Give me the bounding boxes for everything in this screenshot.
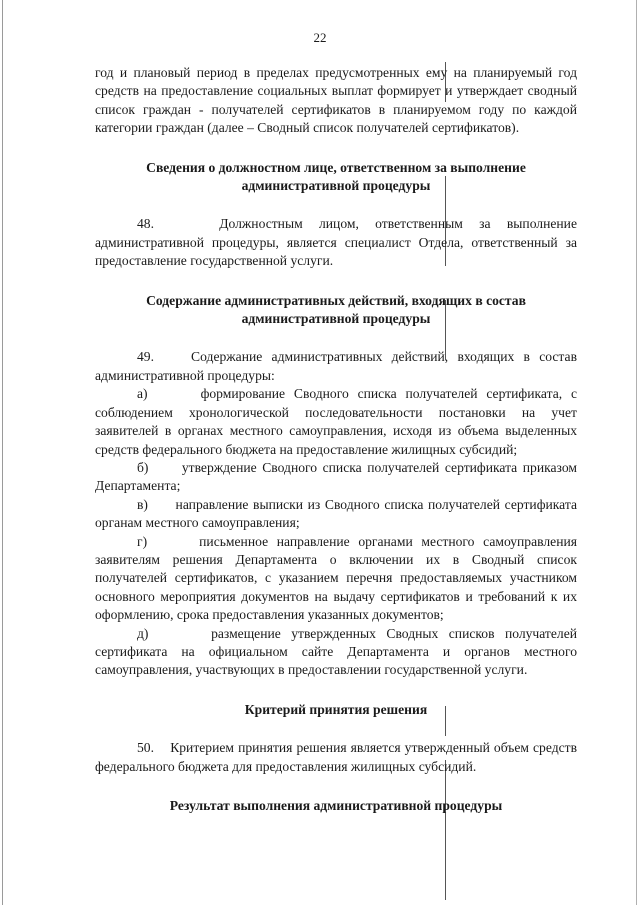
list-item: б) утверждение Сводного списка получателей сертификата приказом Департамента;: [95, 459, 577, 494]
list-item: д) размещение утвержденных Сводных списков получателей сертификата на официальном сайте Департамента и органов местного самоуправления, участвующих в предоставлении государственной услуги.: [95, 625, 577, 678]
paragraph-49: 49. Содержание административных действий, входящих в состав административной процедуры:: [95, 349, 577, 383]
scan-edge-right: [636, 0, 637, 905]
section-heading: Критерий принятия решения: [244, 701, 428, 717]
paragraph-50: 50. Критерием принятия решения является утвержденный объем средств федерального бюджета для предоставления жилищных субсидий.: [95, 740, 577, 774]
list-item: а) формирование Сводного списка получателей сертификата, с соблюдением хронологической последовательности постановки на учет заявителей в органах местного самоуправления, исходя из объема выделенных средств федерального бюджета на предоставление жилищных субсидий;: [95, 386, 577, 457]
section-heading: административной процедуры: [241, 178, 431, 194]
scan-edge-left: [2, 0, 3, 905]
section-heading: Сведения о должностном лице, ответственном за выполнение: [146, 159, 526, 175]
intro-paragraph: год и плановый период в пределах предусмотренных ему на планируемый год средств на предоставление социальных выплат формирует и утверждает сводный список граждан - получателей сертификатов в планируемом году по каждой категории граждан (далее – Сводный список получателей сертификатов).: [95, 65, 577, 136]
page-number: 22: [313, 30, 327, 45]
list-item: г) письменное направление органами местного самоуправления заявителям решения Департамента о включении их в Сводный список получателей сертификатов, с указанием перечня предоставляемых участником основного мероприятия документов на выдачу сертификатов и требований к их оформлению, срока предоставления указанных документов;: [95, 533, 577, 623]
paragraph-48: 48. Должностным лицом, ответственным за выполнение административной процедуры, является специалист Отдела, ответственный за предоставление государственной услуги.: [95, 216, 577, 269]
document-body: [95, 64, 577, 815]
section-heading: Результат выполнения административной процедуры: [169, 798, 503, 813]
section-heading: Содержание административных действий, входящих в состав: [146, 292, 526, 308]
section-heading: административной процедуры: [241, 311, 431, 327]
list-item: в) направление выписки из Сводного списка получателей сертификата органам местного самоуправления;: [95, 496, 577, 531]
